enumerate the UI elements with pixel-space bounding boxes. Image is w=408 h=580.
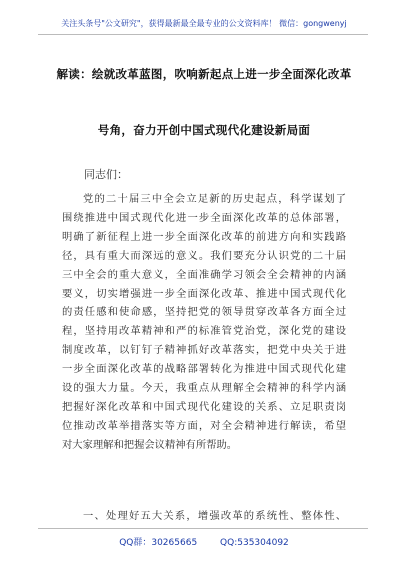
paragraph-line: 程，坚持用改革精神和严的标准管党治党，深化党的建设 xyxy=(62,325,346,338)
salutation: 同志们： xyxy=(84,168,128,181)
document-title-line1: 解读：绘就改革蓝图，吹响新起点上进一步全面深化改革 xyxy=(56,67,352,81)
paragraph-line: 制度改革，以钉钉子精神抓好改革落实，把党中央关于进 xyxy=(62,344,346,357)
document-title-line2: 号角，奋力开创中国式现代化建设新局面 xyxy=(97,123,311,137)
paragraph-line: 的责任感和使命感，坚持把党的领导贯穿改革各方面全过 xyxy=(62,306,346,319)
paragraph-line: 一、处理好五大关系，增强改革的系统性、整体性、 xyxy=(83,510,346,522)
footer xyxy=(0,535,408,548)
paragraph-line: 径，具有重大而深远的意义。我们要充分认识党的二十届 xyxy=(62,249,346,262)
paragraph-line: 党的二十届三中全会立足新的历史起点，科学谋划了 xyxy=(83,193,346,205)
paragraph-line: 明确了新征程上进一步全面深化改革的前进方向和实践路 xyxy=(62,230,346,243)
header-divider xyxy=(38,34,368,35)
paragraph-line: 三中全会的重大意义，全面准确学习领会全会精神的内涵 xyxy=(62,268,346,281)
footer-qq-contact: QQ:535304092 xyxy=(220,538,289,548)
paragraph-line: 把握好深化改革和中国式现代化建设的关系、立足职责岗 xyxy=(62,400,346,413)
paragraph-2 xyxy=(62,507,346,526)
paragraph-line: 位推动改革举措落实等方面，对全会精神进行解读，希望 xyxy=(62,419,346,432)
paragraph-1 xyxy=(62,190,346,455)
paragraph-line: 围绕推进中国式现代化进一步全面深化改革的总体部署， xyxy=(62,211,346,224)
paragraph-line: 对大家理解和把握会议精神有所帮助。 xyxy=(62,438,238,451)
paragraph-line: 设的强大力量。今天，我重点从理解全会精神的科学内涵 xyxy=(62,382,346,395)
paragraph-line: 一步全面深化改革的战略部署转化为推进中国式现代化建 xyxy=(62,363,346,376)
header-banner: 关注头条号"公文研究"，获得最新最全最专业的公文资料库！ 微信：gongwenyj xyxy=(61,19,347,28)
paragraph-line: 要义，切实增强进一步全面深化改革、推进中国式现代化 xyxy=(62,287,346,300)
footer-divider xyxy=(38,528,368,529)
footer-qq-group: QQ群：30265665 xyxy=(119,538,198,548)
